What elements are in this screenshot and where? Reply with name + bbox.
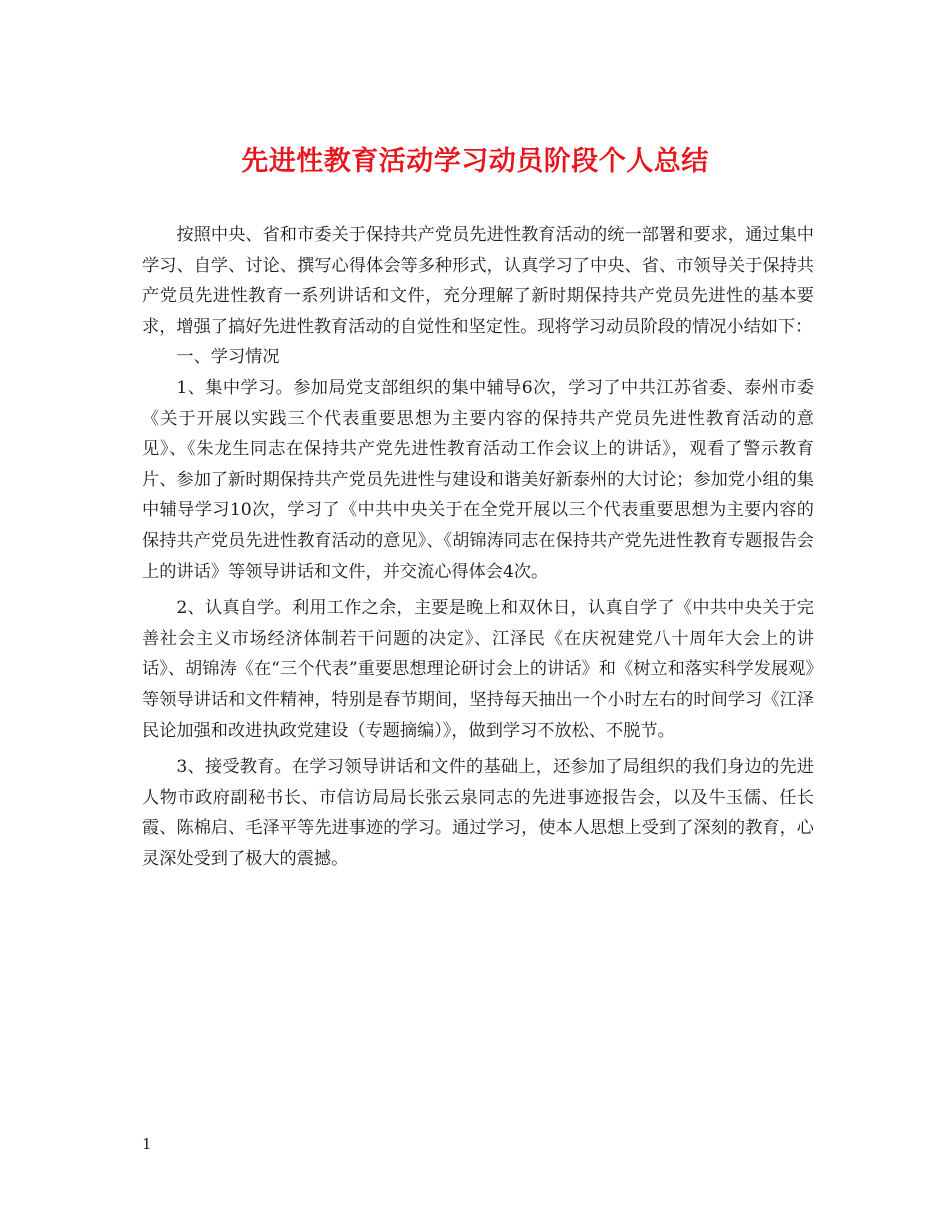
page-number: 1 <box>142 1135 152 1153</box>
paragraph-education: 3、接受教育。在学习领导讲话和文件的基础上，还参加了局组织的我们身边的先进人物市政府副秘书长、市信访局局长张云泉同志的先进事迹报告会，以及牛玉儒、任长霞、陈棉启、毛泽平等先进事迹的学习。通过学习，使本人思想上受到了深刻的教育，心灵深处受到了极大的震撼。 <box>142 757 814 869</box>
paragraph-self-study: 2、认真自学。利用工作之余，主要是晚上和双休日，认真自学了《中共中央关于完善社会主义市场经济体制若干问题的决定》、江泽民《在庆祝建党八十周年大会上的讲话》、胡锦涛《在“三个代表”重要思想理论研讨会上的讲话》和《树立和落实科学发展观》等领导讲话和文件精神，特别是春节期间，坚持每天抽出一个小时左右的时间学习《江泽民论加强和改进执政党建设（专题摘编）》，做到学习不放松、不脱节。 <box>142 598 814 741</box>
document-body <box>142 220 814 874</box>
paragraph-intro: 按照中央、省和市委关于保持共产党员先进性教育活动的统一部署和要求，通过集中学习、自学、讨论、撰写心得体会等多种形式，认真学习了中央、省、市领导关于保持共产党员先进性教育一系列讲话和文件，充分理解了新时期保持共产党员先进性的基本要求，增强了搞好先进性教育活动的自觉性和坚定性。现将学习动员阶段的情况小结如下： <box>142 225 814 337</box>
section-heading-study: 一、学习情况 <box>176 347 280 368</box>
document-title: 先进性教育活动学习动员阶段个人总结 <box>241 146 709 177</box>
paragraph-concentrated-study: 1、集中学习。参加局党支部组织的集中辅导6次，学习了中共江苏省委、泰州市委《关于开展以实践三个代表重要思想为主要内容的保持共产党员先进性教育活动的意见》、《朱龙生同志在保持共产党先进性教育活动工作会议上的讲话》，观看了警示教育片、参加了新时期保持共产党员先进性与建设和谐美好新泰州的大讨论；参加党小组的集中辅导学习10次，学习了《中共中央关于在全党开展以三个代表重要思想为主要内容的保持共产党员先进性教育活动的意见》、《胡锦涛同志在保持共产党先进性教育专题报告会上的讲话》等领导讲话和文件，并交流心得体会4次。 <box>142 377 814 582</box>
